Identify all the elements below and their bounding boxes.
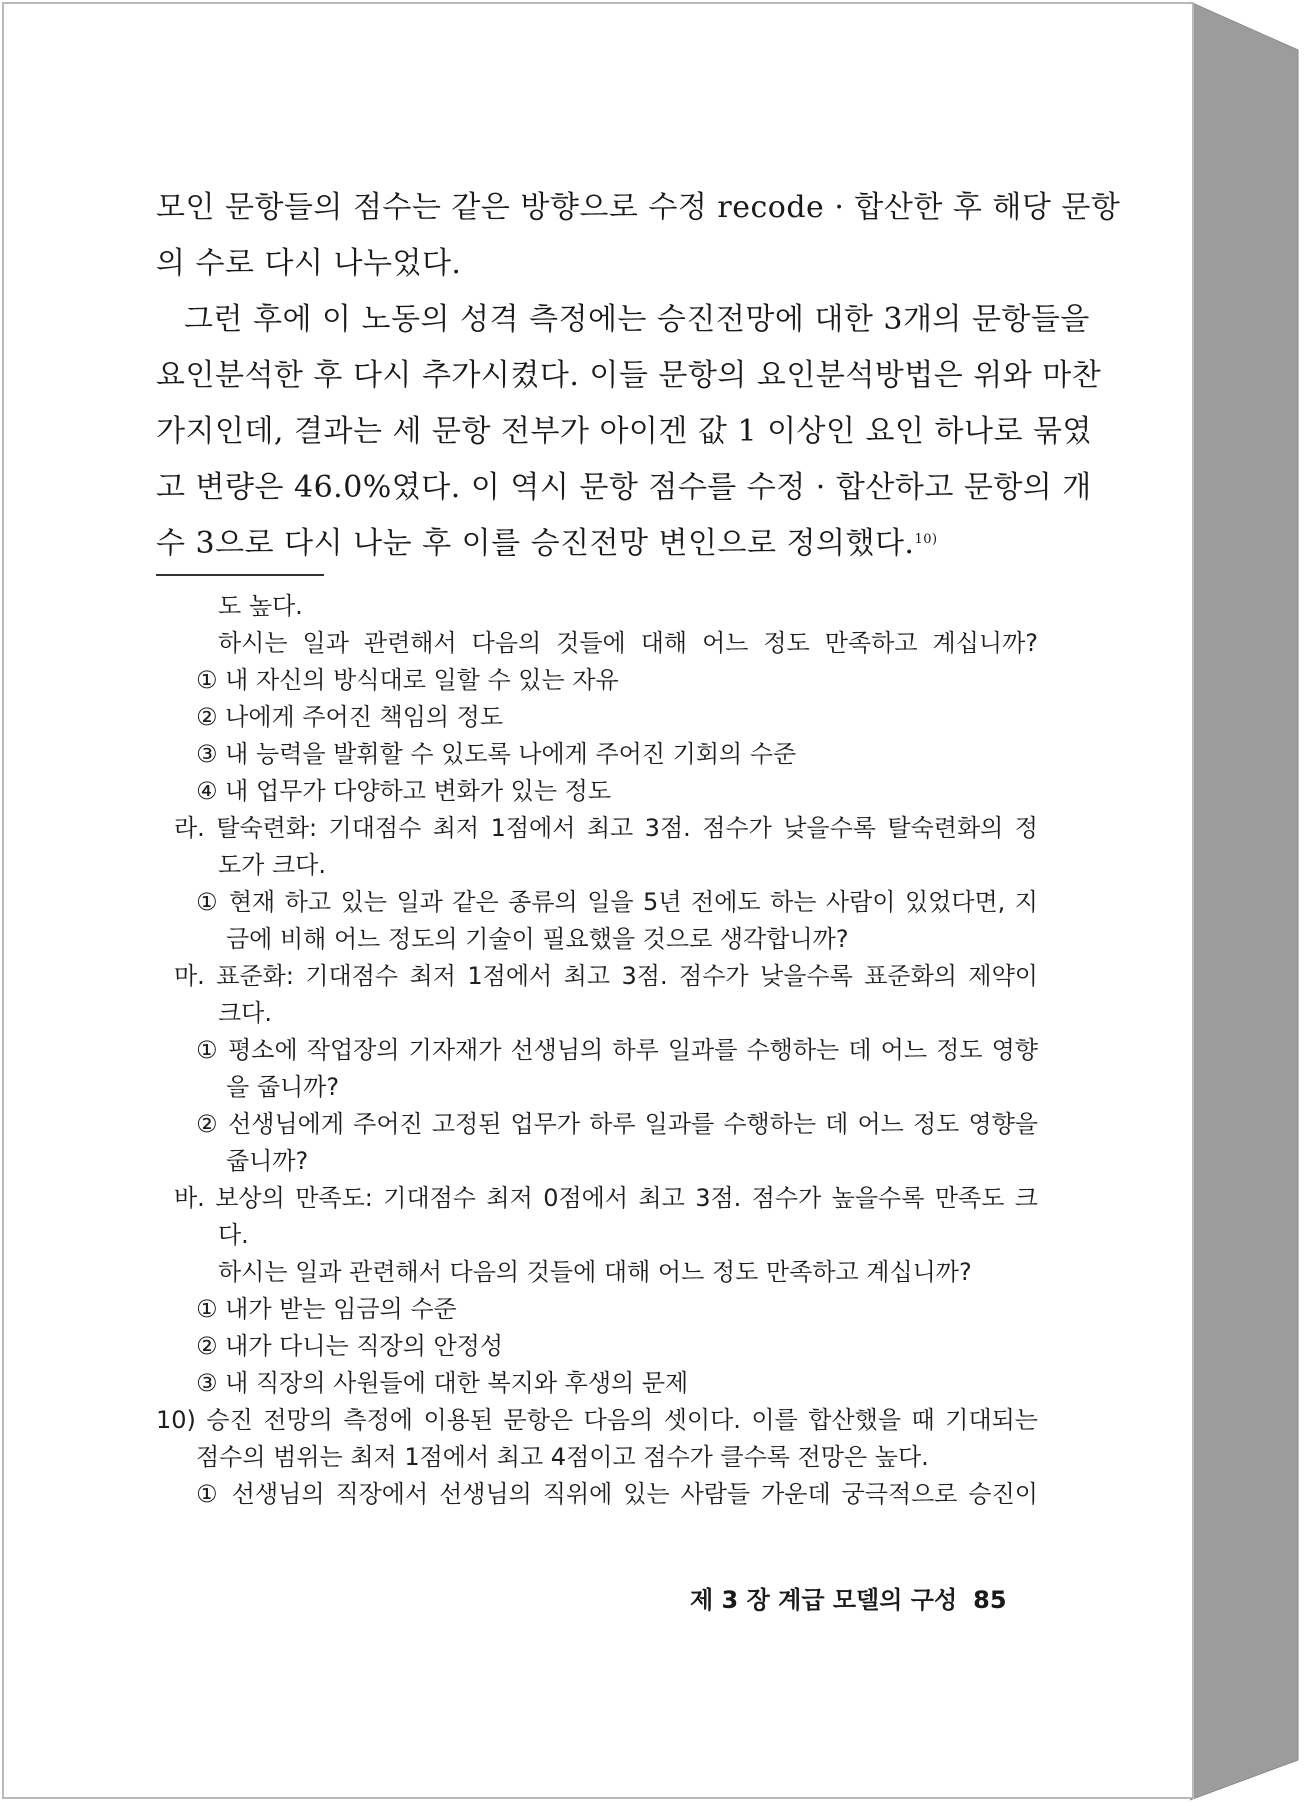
footnote-line: 금에 비해 어느 정도의 기술이 필요했을 것으로 생각합니까? — [226, 925, 849, 953]
footnote-line: 하시는 일과 관련해서 다음의 것들에 대해 어느 정도 만족하고 계십니까? — [218, 1258, 972, 1286]
footnote-line: ① 내가 받는 임금의 수준 — [196, 1295, 457, 1323]
text-line: 그런 후에 이 노동의 성격 측정에는 승진전망에 대한 3개의 문항들을 — [184, 302, 1090, 337]
footnote-line: ③ 내 직장의 사원들에 대한 복지와 후생의 문제 — [196, 1369, 689, 1397]
footnote-line: 마. 표준화: 기대점수 최저 1점에서 최고 3점. 점수가 낮을수록 표준화의 제약이 — [174, 962, 1038, 990]
text-line: 고 변량은 46.0%였다. 이 역시 문항 점수를 수정 · 합산하고 문항의 개 — [156, 470, 1092, 505]
footnote-line: ① 현재 하고 있는 일과 같은 종류의 일을 5년 전에도 하는 사람이 있었다면, 지 — [196, 888, 1038, 916]
footnote-line: 바. 보상의 만족도: 기대점수 최저 0점에서 최고 3점. 점수가 높을수록 만족도 크 — [174, 1184, 1038, 1212]
footnote-line: 다. — [218, 1221, 249, 1249]
running-footer-chapter: 제 3 장 계급 모델의 구성 — [690, 1586, 958, 1614]
text-line: 의 수로 다시 나누었다. — [156, 246, 462, 281]
footnotes — [156, 588, 1038, 1513]
text-line: 요인분석한 후 다시 추가시켰다. 이들 문항의 요인분석방법은 위와 마찬 — [156, 358, 1102, 393]
paragraph-2 — [156, 292, 1102, 572]
footnote-line: 점수의 범위는 최저 1점에서 최고 4점이고 점수가 클수록 전망은 높다. — [196, 1443, 929, 1471]
footnote-line: ② 선생님에게 주어진 고정된 업무가 하루 일과를 수행하는 데 어느 정도 영향을 — [196, 1110, 1038, 1138]
footnote-reference: 10) — [914, 532, 938, 547]
footnote-line: ① 선생님의 직장에서 선생님의 직위에 있는 사람들 가운데 궁극적으로 승진이 — [196, 1480, 1038, 1508]
footnote-line: ② 내가 다니는 직장의 안정성 — [196, 1332, 504, 1360]
footnote-line: ④ 내 업무가 다양하고 변화가 있는 정도 — [196, 777, 612, 805]
book-edge — [1190, 0, 1308, 1806]
footnote-line: 도 높다. — [218, 592, 303, 620]
page-number: 85 — [973, 1586, 1007, 1614]
footnote-line: 을 줍니까? — [226, 1073, 340, 1101]
footnote-line: 도가 크다. — [218, 851, 326, 879]
footnote-line: 10) 승진 전망의 측정에 이용된 문항은 다음의 셋이다. 이를 합산했을 때 기대되는 — [156, 1406, 1038, 1434]
paragraph-1 — [156, 180, 1121, 292]
footnote-line: 줍니까? — [226, 1147, 309, 1175]
text-line: 모인 문항들의 점수는 같은 방향으로 수정 recode · 합산한 후 해당 문항 — [156, 190, 1121, 225]
footnote-line: 라. 탈숙련화: 기대점수 최저 1점에서 최고 3점. 점수가 낮을수록 탈숙련화의 정 — [174, 814, 1038, 842]
main-text — [156, 180, 1121, 572]
footnote-line: ① 내 자신의 방식대로 일할 수 있는 자유 — [196, 666, 619, 694]
footnote-rule — [156, 574, 324, 576]
footnote-line: ① 평소에 작업장의 기자재가 선생님의 하루 일과를 수행하는 데 어느 정도 영향 — [196, 1036, 1038, 1064]
page-footer — [690, 1580, 1007, 1615]
footnote-line: 크다. — [218, 999, 272, 1027]
text-line: 가지인데, 결과는 세 문항 전부가 아이겐 값 1 이상인 요인 하나로 묶였 — [156, 414, 1092, 449]
footnote-line: ② 나에게 주어진 책임의 정도 — [196, 703, 504, 731]
text-line-content: 수 3으로 다시 나눈 후 이를 승진전망 변인으로 정의했다. — [156, 526, 915, 561]
footnote-line: 하시는 일과 관련해서 다음의 것들에 대해 어느 정도 만족하고 계십니까? — [218, 629, 1038, 657]
text-line — [156, 516, 1026, 572]
footnote-line: ③ 내 능력을 발휘할 수 있도록 나에게 주어진 기회의 수준 — [196, 740, 797, 768]
